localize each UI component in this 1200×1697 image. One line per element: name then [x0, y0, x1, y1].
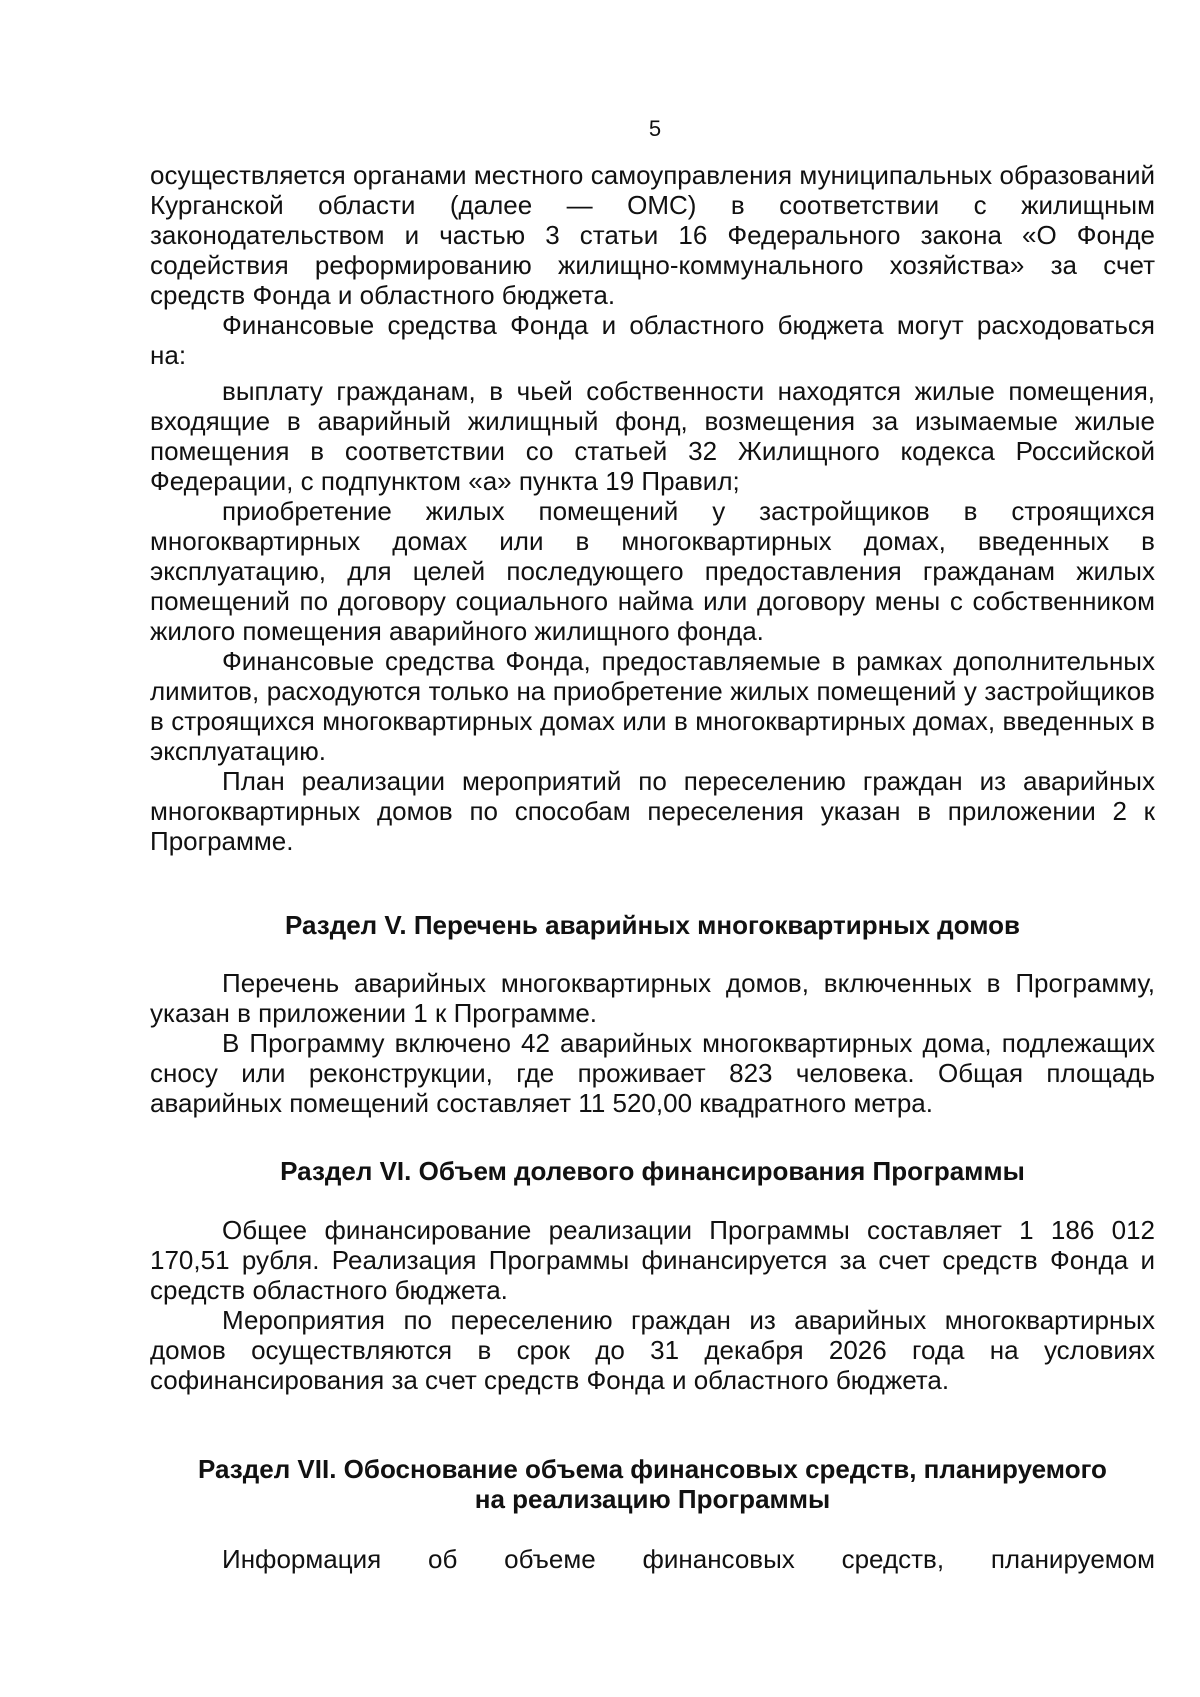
intro-text: [150, 160, 1155, 856]
paragraph: Перечень аварийных многоквартирных домов, включенных в Программу, указан в приложении 1 к Программе.: [150, 968, 1155, 1028]
paragraph: Финансовые средства Фонда и областного бюджета могут расходоваться на:: [150, 310, 1155, 370]
paragraph: План реализации мероприятий по переселению граждан из аварийных многоквартирных домов по способам переселения указан в приложении 2 к Программе.: [150, 766, 1155, 856]
paragraph: Мероприятия по переселению граждан из аварийных многоквартирных домов осуществляются в срок до 31 декабря 2026 года на условиях софинансирования за счет средств Фонда и областного бюджета.: [150, 1305, 1155, 1395]
page-number: 5: [648, 116, 662, 141]
paragraph: В Программу включено 42 аварийных многоквартирных дома, подлежащих сносу или реконструкции, где проживает 823 человека. Общая площадь аварийных помещений составляет 11 520,00 квадратного метра.: [150, 1028, 1155, 1118]
section-5-text: [150, 968, 1155, 1118]
section-6-heading: Раздел VI. Объем долевого финансирования Программы: [280, 1156, 1025, 1186]
paragraph: Информация об объеме финансовых средств, планируемом: [222, 1544, 1155, 1574]
paragraph: приобретение жилых помещений у застройщиков в строящихся многоквартирных домах или в многоквартирных домах, введенных в эксплуатацию, для целей последующего предоставления гражданам жилых помещений по договору социального найма или договору мены с собственником жилого помещения аварийного жилищного фонда.: [150, 496, 1155, 646]
paragraph: осуществляется органами местного самоуправления муниципальных образований Курганской области (далее — ОМС) в соответствии с жилищным законодательством и частью 3 статьи 16 Федерального закона «О Фонде содействия реформированию жилищно-коммунального хозяйства» за счет средств Фонда и областного бюджета.: [150, 160, 1155, 310]
paragraph: выплату гражданам, в чьей собственности находятся жилые помещения, входящие в аварийный жилищный фонд, возмещения за изымаемые жилые помещения в соответствии со статьей 32 Жилищного кодекса Российской Федерации, с подпунктом «а» пункта 19 Правил;: [150, 376, 1155, 496]
section-7-text: [150, 1544, 1155, 1574]
section-6-text: [150, 1215, 1155, 1395]
section-5-heading: Раздел V. Перечень аварийных многоквартирных домов: [285, 910, 1020, 940]
paragraph: Финансовые средства Фонда, предоставляемые в рамках дополнительных лимитов, расходуются только на приобретение жилых помещений у застройщиков в строящихся многоквартирных домах или в многоквартирных домах, введенных в эксплуатацию.: [150, 646, 1155, 766]
paragraph: Общее финансирование реализации Программы составляет 1 186 012 170,51 рубля. Реализация Программы финансируется за счет средств Фонда и средств областного бюджета.: [150, 1215, 1155, 1305]
section-7-heading-line-1: Раздел VII. Обоснование объема финансовых средств, планируемого: [198, 1454, 1107, 1484]
section-7-heading-line-2: на реализацию Программы: [474, 1484, 831, 1514]
